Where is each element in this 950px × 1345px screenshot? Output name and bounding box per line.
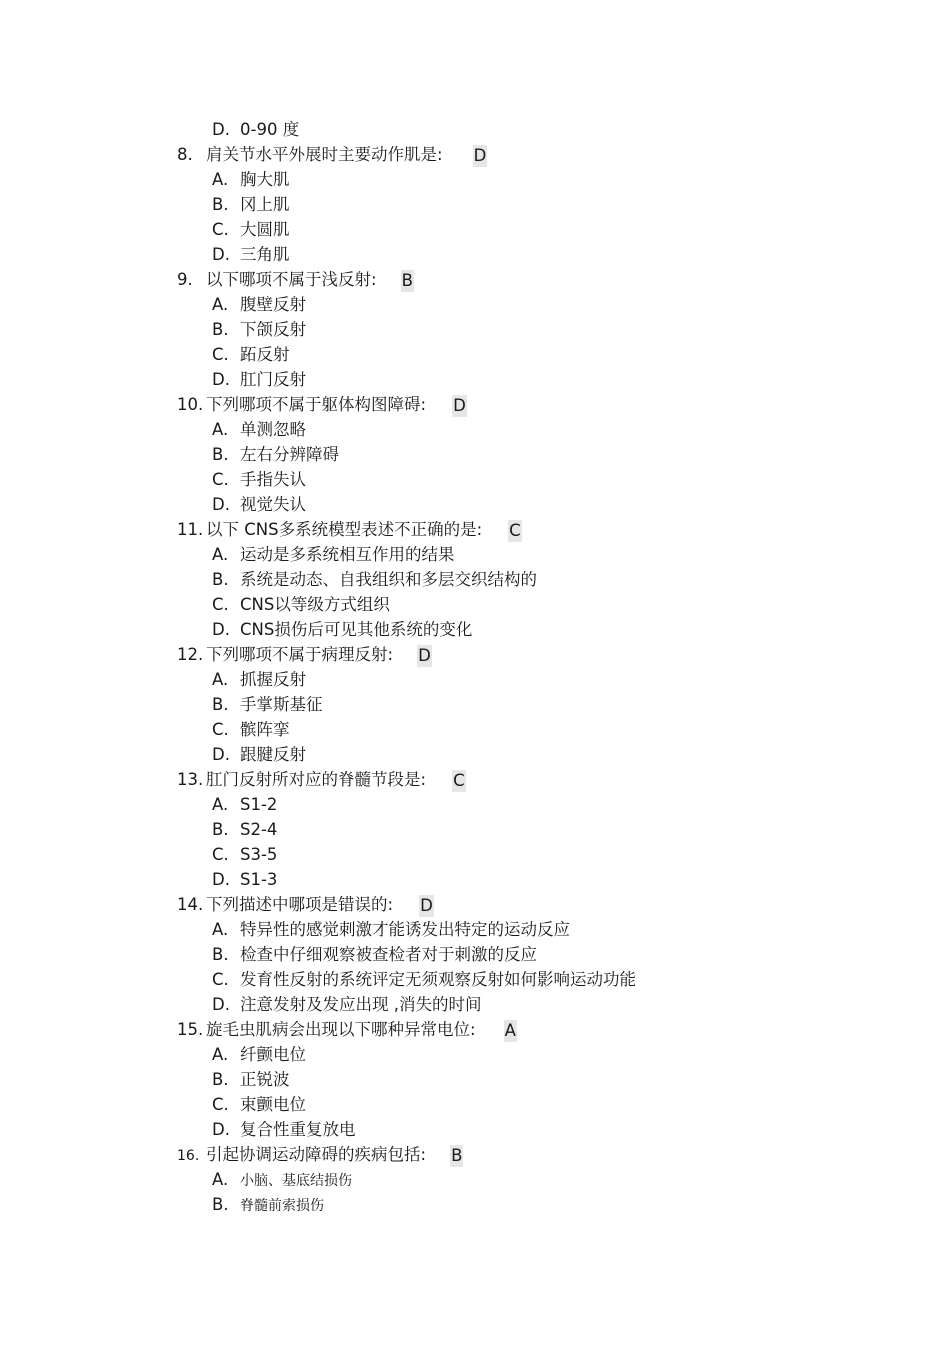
option-label: B.: [212, 570, 229, 589]
option-label: A.: [212, 1045, 229, 1064]
option-line: [212, 992, 482, 1017]
option-line: [212, 367, 306, 392]
option-text: 跖反射: [240, 345, 290, 364]
question-line: [177, 1017, 517, 1042]
question-text: 引起协调运动障碍的疾病包括:: [206, 1145, 427, 1164]
option-text: CNS以等级方式组织: [240, 595, 390, 614]
option-label: A.: [212, 670, 229, 689]
option-line: [212, 817, 277, 842]
question-number: 14.: [177, 895, 204, 914]
option-line: [212, 417, 306, 442]
option-label: C.: [212, 220, 229, 239]
option-text: 复合性重复放电: [240, 1120, 356, 1139]
option-line: [212, 342, 290, 367]
option-line: [212, 1167, 352, 1192]
option-label: D.: [212, 245, 230, 264]
answer-badge: D: [453, 395, 466, 415]
option-text: 检查中仔细观察被查检者对于刺激的反应: [240, 945, 537, 964]
option-label: D.: [212, 120, 230, 139]
option-label: A.: [212, 420, 229, 439]
option-line: [212, 842, 277, 867]
question-text: 下列哪项不属于躯体构图障碍:: [206, 395, 427, 414]
option-line: [212, 967, 636, 992]
option-text: 系统是动态、自我组织和多层交织结构的: [240, 570, 537, 589]
option-label: B.: [212, 195, 229, 214]
option-text: 大圆肌: [240, 220, 290, 239]
option-label: B.: [212, 945, 229, 964]
option-label: B.: [212, 1070, 229, 1089]
option-line: [212, 867, 277, 892]
option-line: [212, 942, 537, 967]
answer-badge: C: [453, 770, 465, 790]
option-text: S2-4: [240, 820, 278, 839]
option-line: [212, 442, 339, 467]
question-number: 16.: [177, 1148, 200, 1164]
question-number: 9.: [177, 270, 193, 289]
answer-badge: D: [473, 145, 487, 165]
question-line: [177, 392, 467, 417]
option-label: B.: [212, 1195, 229, 1214]
option-text: 运动是多系统相互作用的结果: [240, 545, 455, 564]
question-line: [177, 767, 466, 792]
option-label: C.: [212, 470, 229, 489]
option-text: 腹壁反射: [240, 295, 306, 314]
option-text: 特异性的感觉刺激才能诱发出特定的运动反应: [240, 920, 570, 939]
question-text: 以下 CNS多系统模型表述不正确的是:: [206, 520, 483, 539]
option-text: 单测忽略: [240, 420, 306, 439]
option-label: D.: [212, 995, 230, 1014]
answer-badge: C: [509, 520, 521, 540]
option-text: 跟腱反射: [240, 745, 306, 764]
option-label: C.: [212, 1095, 229, 1114]
answer-badge: B: [451, 1145, 463, 1165]
answer-badge: A: [504, 1020, 516, 1040]
option-line: [212, 692, 323, 717]
option-text: 发育性反射的系统评定无须观察反射如何影响运动功能: [240, 970, 636, 989]
option-label: D.: [212, 1120, 230, 1139]
option-line: [212, 1192, 324, 1217]
option-text: 冈上肌: [240, 195, 290, 214]
question-text: 下列描述中哪项是错误的:: [206, 895, 394, 914]
option-line: [212, 1117, 356, 1142]
option-label: A.: [212, 170, 229, 189]
question-line: [177, 892, 434, 917]
option-text: 束颤电位: [240, 1095, 306, 1114]
question-line: [177, 142, 487, 167]
option-line: [212, 242, 290, 267]
answer-badge: D: [420, 895, 433, 915]
option-text: CNS损伤后可见其他系统的变化: [240, 620, 473, 639]
option-line: [212, 617, 472, 642]
question-text: 肛门反射所对应的脊髓节段是:: [206, 770, 427, 789]
option-text: 手指失认: [240, 470, 306, 489]
option-text: S1-3: [240, 870, 278, 889]
option-label: D.: [212, 370, 230, 389]
option-line: [212, 567, 537, 592]
question-line: [177, 517, 522, 542]
option-text: 手掌斯基征: [240, 695, 323, 714]
question-line: [177, 1142, 463, 1167]
option-line: [212, 542, 455, 567]
option-line: [212, 192, 290, 217]
option-label: D.: [212, 745, 230, 764]
option-text: 0-90 度: [240, 120, 300, 139]
option-text: 下颌反射: [240, 320, 306, 339]
option-line: [212, 117, 299, 142]
option-label: C.: [212, 595, 229, 614]
option-label: B.: [212, 820, 229, 839]
option-line: [212, 167, 290, 192]
option-label: A.: [212, 295, 229, 314]
question-line: [177, 267, 414, 292]
question-number: 8.: [177, 145, 193, 164]
question-text: 以下哪项不属于浅反射:: [206, 270, 377, 289]
option-line: [212, 492, 306, 517]
option-text: 注意发射及发应出现 ,消失的时间: [240, 995, 482, 1014]
option-label: A.: [212, 545, 229, 564]
option-line: [212, 1067, 290, 1092]
option-text: 脊髓前索损伤: [240, 1198, 324, 1214]
option-text: 左右分辨障碍: [240, 445, 339, 464]
question-number: 13.: [177, 770, 204, 789]
option-text: 抓握反射: [240, 670, 306, 689]
option-line: [212, 1042, 306, 1067]
option-text: 小脑、基底结损伤: [240, 1173, 352, 1189]
question-text: 旋毛虫肌病会出现以下哪种异常电位:: [206, 1020, 476, 1039]
option-line: [212, 667, 306, 692]
option-label: D.: [212, 870, 230, 889]
question-number: 10.: [177, 395, 204, 414]
option-text: 肛门反射: [240, 370, 306, 389]
option-line: [212, 592, 390, 617]
option-label: C.: [212, 345, 229, 364]
option-line: [212, 792, 277, 817]
option-text: 髌阵挛: [240, 720, 290, 739]
option-label: A.: [212, 795, 229, 814]
option-text: 胸大肌: [240, 170, 290, 189]
option-text: 纤颤电位: [240, 1045, 306, 1064]
option-label: C.: [212, 720, 229, 739]
answer-badge: D: [418, 645, 431, 665]
option-line: [212, 917, 570, 942]
option-text: 视觉失认: [240, 495, 306, 514]
option-line: [212, 717, 290, 742]
question-line: [177, 642, 432, 667]
question-text: 下列哪项不属于病理反射:: [206, 645, 394, 664]
option-line: [212, 217, 290, 242]
option-label: C.: [212, 845, 229, 864]
option-line: [212, 742, 306, 767]
question-number: 11.: [177, 520, 204, 539]
option-text: 三角肌: [240, 245, 290, 264]
option-line: [212, 1092, 306, 1117]
option-line: [212, 292, 306, 317]
option-label: B.: [212, 320, 229, 339]
option-line: [212, 317, 306, 342]
option-text: 正锐波: [240, 1070, 290, 1089]
question-number: 15.: [177, 1020, 204, 1039]
option-label: A.: [212, 1170, 229, 1189]
answer-badge: B: [401, 270, 413, 290]
option-text: S3-5: [240, 845, 278, 864]
option-label: A.: [212, 920, 229, 939]
option-label: B.: [212, 445, 229, 464]
option-text: S1-2: [240, 795, 278, 814]
option-label: C.: [212, 970, 229, 989]
option-label: D.: [212, 495, 230, 514]
question-number: 12.: [177, 645, 204, 664]
option-label: B.: [212, 695, 229, 714]
option-line: [212, 467, 306, 492]
question-text: 肩关节水平外展时主要动作肌是:: [206, 145, 443, 164]
option-label: D.: [212, 620, 230, 639]
